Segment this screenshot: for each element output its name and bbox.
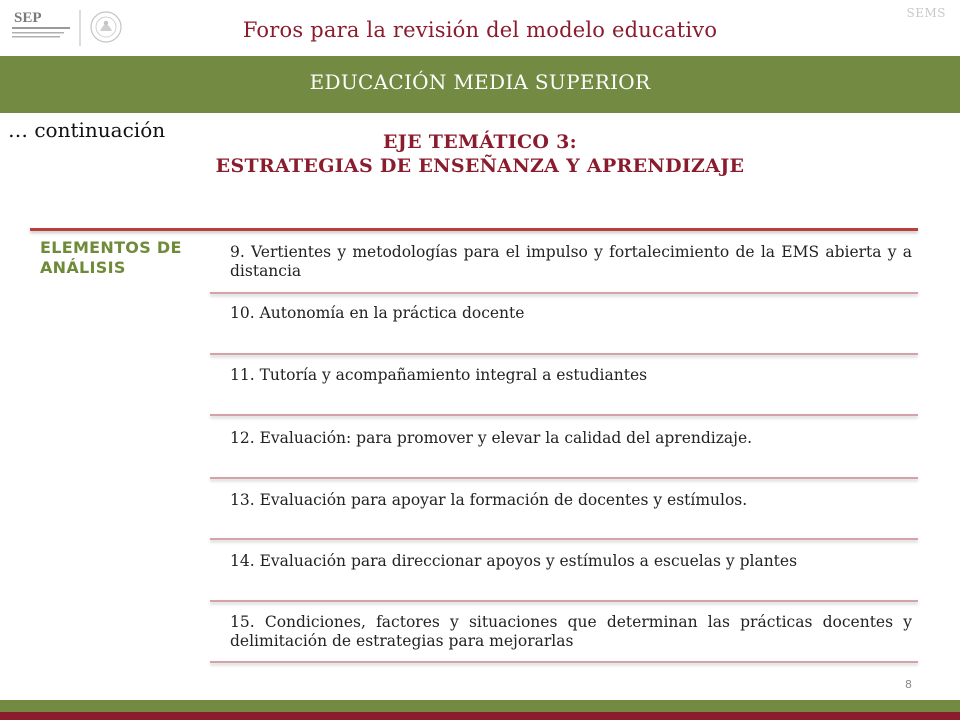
item-divider	[210, 353, 918, 355]
svg-text:SEP: SEP	[14, 10, 42, 26]
list-item-11: 11. Tutoría y acompañamiento integral a estudiantes	[230, 366, 648, 384]
item-divider	[210, 477, 918, 479]
footer-band-green	[0, 700, 960, 712]
list-item-13: 13. Evaluación para apoyar la formación de docentes y estímulos.	[230, 491, 748, 509]
footer-band-maroon	[0, 712, 960, 720]
item-divider	[210, 538, 918, 540]
corner-label-sems: SEMS	[906, 6, 946, 20]
eje-title-line2: ESTRATEGIAS DE ENSEÑANZA Y APRENDIZAJE	[215, 155, 745, 177]
list-item-9: 9. Vertientes y metodologías para el impulso y fortalecimiento de la EMS abierta y a distancia	[230, 243, 912, 280]
list-item-14: 14. Evaluación para direccionar apoyos y estímulos a escuelas y plantes	[230, 552, 798, 570]
eje-title	[0, 130, 960, 178]
eje-title-line1: EJE TEMÁTICO 3:	[383, 131, 577, 153]
list-item-12: 12. Evaluación: para promover y elevar la calidad del aprendizaje.	[230, 429, 753, 447]
item-divider	[210, 661, 918, 663]
top-divider	[30, 228, 918, 231]
header-title: Foros para la revisión del modelo educativo	[242, 18, 718, 42]
item-divider	[210, 414, 918, 416]
continuation-label: … continuación	[8, 118, 166, 142]
item-divider	[210, 600, 918, 602]
page-number: 8	[905, 678, 912, 691]
item-divider	[210, 292, 918, 294]
section-label: ELEMENTOS DE ANÁLISIS	[40, 238, 182, 277]
list-item-10: 10. Autonomía en la práctica docente	[230, 304, 525, 322]
band-title: EDUCACIÓN MEDIA SUPERIOR	[309, 70, 651, 94]
list-item-15: 15. Condiciones, factores y situaciones que determinan las prácticas docentes y delimitación de estrategias para mejorarlas	[230, 613, 912, 650]
